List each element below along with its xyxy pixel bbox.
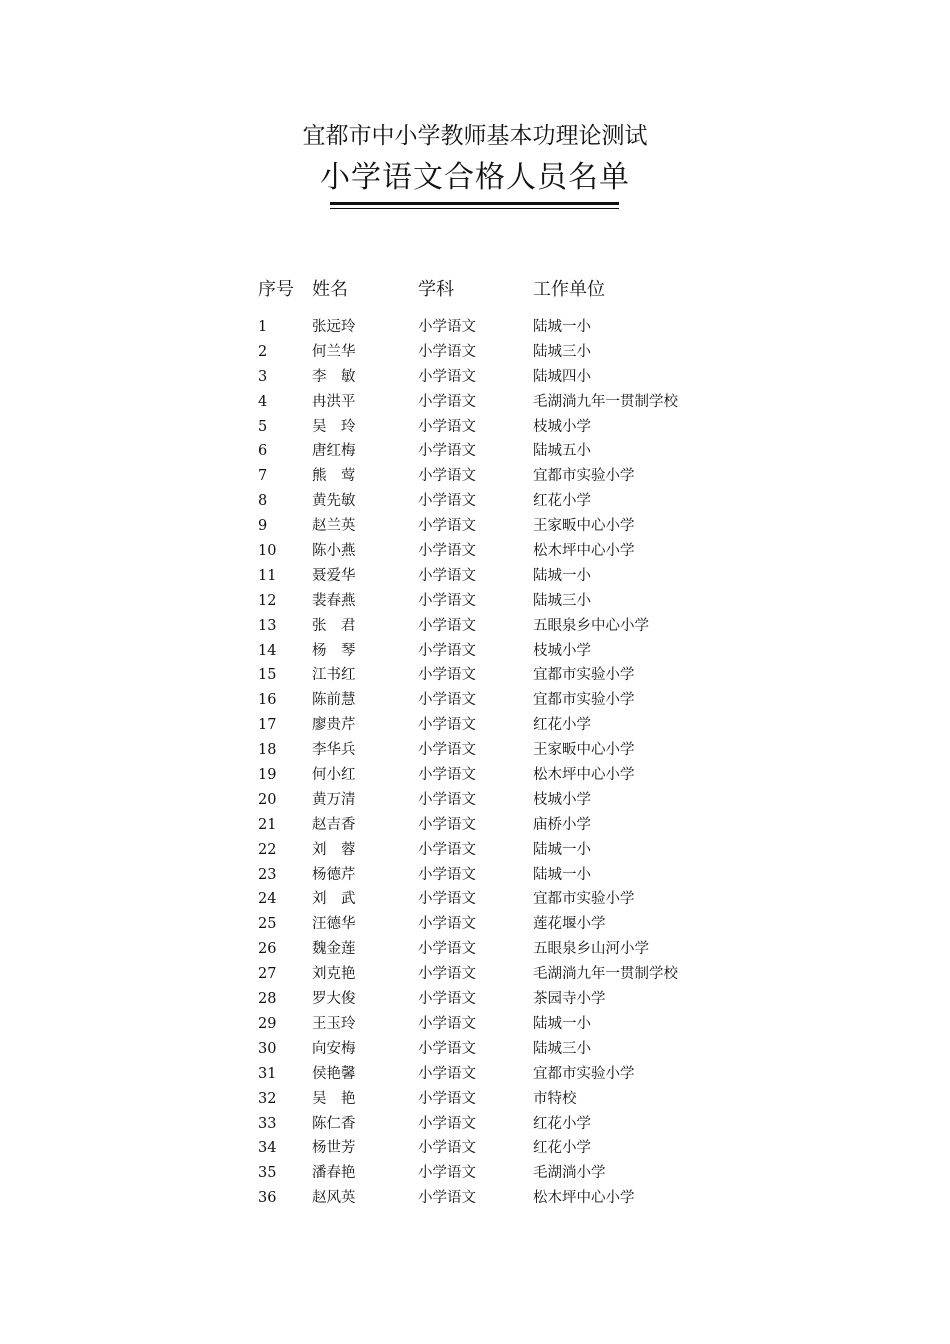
row-name: 李 敏 [312, 368, 356, 385]
row-unit: 庙桥小学 [533, 816, 591, 833]
row-subject: 小学语文 [418, 941, 476, 958]
row-unit: 五眼泉乡中心小学 [533, 617, 649, 634]
row-unit: 陆城四小 [533, 368, 591, 385]
row-subject: 小学语文 [418, 816, 476, 833]
table-row [0, 539, 950, 564]
row-unit: 宜都市实验小学 [533, 891, 635, 908]
row-unit: 陆城一小 [533, 319, 591, 335]
table-row [0, 1136, 950, 1161]
row-subject: 小学语文 [418, 866, 476, 883]
row-unit: 茶园寺小学 [533, 991, 606, 1008]
row-subject: 小学语文 [418, 1090, 476, 1107]
row-name: 潘春艳 [312, 1165, 356, 1182]
table-row [0, 1112, 950, 1137]
table-row [0, 315, 950, 340]
row-subject: 小学语文 [418, 518, 476, 535]
row-subject: 小学语文 [418, 966, 476, 983]
row-subject: 小学语文 [418, 717, 476, 734]
row-name: 刘克艳 [312, 966, 356, 983]
row-name: 陈仁香 [312, 1115, 356, 1132]
table-row [0, 663, 950, 688]
row-name: 李华兵 [312, 742, 356, 759]
row-name: 黄万清 [312, 791, 356, 808]
row-subject: 小学语文 [418, 1040, 476, 1057]
table-row [0, 688, 950, 713]
title-underline-thin [330, 208, 619, 209]
header-subject: 学科 [418, 279, 454, 300]
row-name: 杨世芳 [312, 1140, 356, 1157]
row-unit: 陆城一小 [533, 866, 591, 883]
row-name: 冉洪平 [312, 393, 356, 410]
table-row [0, 962, 950, 987]
row-name: 唐红梅 [312, 443, 356, 460]
row-seq: 13 [258, 617, 277, 634]
row-seq: 1 [258, 319, 268, 335]
table-row [0, 614, 950, 639]
row-name: 陈小燕 [312, 543, 356, 560]
row-seq: 24 [258, 891, 277, 908]
row-seq: 30 [258, 1040, 277, 1057]
table-row [0, 987, 950, 1012]
row-subject: 小学语文 [418, 1165, 476, 1182]
row-name: 杨德芹 [312, 866, 356, 883]
row-seq: 5 [258, 418, 268, 435]
row-seq: 17 [258, 717, 277, 734]
row-seq: 20 [258, 791, 277, 808]
row-seq: 11 [258, 567, 277, 584]
row-seq: 6 [258, 443, 268, 460]
row-seq: 32 [258, 1090, 277, 1107]
row-unit: 五眼泉乡山河小学 [533, 941, 649, 958]
row-seq: 4 [258, 393, 268, 410]
row-subject: 小学语文 [418, 692, 476, 709]
table-header [0, 276, 950, 304]
row-subject: 小学语文 [418, 567, 476, 584]
row-subject: 小学语文 [418, 443, 476, 460]
row-subject: 小学语文 [418, 742, 476, 759]
table-row [0, 788, 950, 813]
row-seq: 23 [258, 866, 277, 883]
row-subject: 小学语文 [418, 368, 476, 385]
row-seq: 2 [258, 343, 268, 360]
row-name: 张远玲 [312, 319, 356, 335]
row-seq: 35 [258, 1165, 277, 1182]
row-name: 张 君 [312, 617, 356, 634]
row-unit: 陆城一小 [533, 841, 591, 858]
row-unit: 枝城小学 [533, 642, 591, 659]
row-seq: 16 [258, 692, 277, 709]
table-row [0, 763, 950, 788]
row-seq: 27 [258, 966, 277, 983]
row-unit: 王家畈中心小学 [533, 742, 635, 759]
table-row [0, 365, 950, 390]
table-row [0, 1062, 950, 1087]
row-name: 向安梅 [312, 1040, 356, 1057]
row-unit: 陆城三小 [533, 592, 591, 609]
row-name: 熊 莺 [312, 468, 356, 485]
table-row [0, 838, 950, 863]
row-subject: 小学语文 [418, 493, 476, 510]
row-subject: 小学语文 [418, 991, 476, 1008]
row-seq: 19 [258, 767, 277, 784]
row-name: 刘 蓉 [312, 841, 356, 858]
row-name: 何兰华 [312, 343, 356, 360]
row-seq: 18 [258, 742, 277, 759]
row-subject: 小学语文 [418, 767, 476, 784]
row-name: 江书红 [312, 667, 356, 684]
row-name: 侯艳馨 [312, 1065, 356, 1082]
table-row [0, 514, 950, 539]
table-row [0, 912, 950, 937]
table-row [0, 564, 950, 589]
row-unit: 陆城三小 [533, 1040, 591, 1057]
row-unit: 红花小学 [533, 1115, 591, 1132]
row-seq: 10 [258, 543, 277, 560]
row-seq: 34 [258, 1140, 277, 1157]
row-unit: 红花小学 [533, 717, 591, 734]
row-seq: 3 [258, 368, 268, 385]
table-row [0, 1161, 950, 1186]
row-seq: 33 [258, 1115, 277, 1132]
row-unit: 宜都市实验小学 [533, 692, 635, 709]
row-seq: 31 [258, 1065, 277, 1082]
table-row [0, 390, 950, 415]
row-name: 王玉玲 [312, 1015, 356, 1032]
table-row [0, 813, 950, 838]
table-row [0, 340, 950, 365]
row-subject: 小学语文 [418, 543, 476, 560]
row-subject: 小学语文 [418, 667, 476, 684]
row-subject: 小学语文 [418, 418, 476, 435]
row-seq: 15 [258, 667, 277, 684]
row-seq: 22 [258, 841, 277, 858]
header-unit: 工作单位 [533, 279, 605, 300]
row-unit: 王家畈中心小学 [533, 518, 635, 535]
table-row [0, 713, 950, 738]
row-unit: 枝城小学 [533, 418, 591, 435]
row-name: 赵兰英 [312, 518, 356, 535]
table-row [0, 1087, 950, 1112]
row-seq: 8 [258, 493, 268, 510]
row-name: 廖贵芹 [312, 717, 356, 734]
row-subject: 小学语文 [418, 891, 476, 908]
table-row [0, 1037, 950, 1062]
row-name: 聂爱华 [312, 567, 356, 584]
table-row [0, 589, 950, 614]
row-subject: 小学语文 [418, 916, 476, 933]
table-row [0, 887, 950, 912]
row-name: 吴 玲 [312, 418, 356, 435]
table-row [0, 415, 950, 440]
row-unit: 松木坪中心小学 [533, 543, 635, 560]
row-seq: 7 [258, 468, 268, 485]
row-name: 赵吉香 [312, 816, 356, 833]
row-name: 裴春燕 [312, 592, 356, 609]
row-unit: 陆城三小 [533, 343, 591, 360]
row-name: 刘 武 [312, 891, 356, 908]
row-subject: 小学语文 [418, 1065, 476, 1082]
row-unit: 红花小学 [533, 493, 591, 510]
header-name: 姓名 [312, 279, 348, 300]
row-name: 黄先敏 [312, 493, 356, 510]
table-row [0, 439, 950, 464]
row-subject: 小学语文 [418, 841, 476, 858]
row-name: 罗大俊 [312, 991, 356, 1008]
table-row [0, 937, 950, 962]
row-name: 杨 琴 [312, 642, 356, 659]
row-seq: 36 [258, 1190, 277, 1207]
row-unit: 陆城一小 [533, 567, 591, 584]
table-row [0, 639, 950, 664]
row-subject: 小学语文 [418, 791, 476, 808]
row-name: 汪德华 [312, 916, 356, 933]
row-unit: 陆城一小 [533, 1015, 591, 1032]
row-unit: 松木坪中心小学 [533, 767, 635, 784]
row-unit: 陆城五小 [533, 443, 591, 460]
row-unit: 毛湖淌九年一贯制学校 [533, 966, 678, 983]
table-row [0, 1186, 950, 1211]
row-unit: 松木坪中心小学 [533, 1190, 635, 1207]
row-unit: 莲花堰小学 [533, 916, 606, 933]
header-seq: 序号 [258, 279, 294, 300]
row-subject: 小学语文 [418, 1015, 476, 1032]
row-seq: 12 [258, 592, 277, 609]
row-name: 陈前慧 [312, 692, 356, 709]
table-body [0, 315, 950, 1211]
row-seq: 21 [258, 816, 277, 833]
table-row [0, 489, 950, 514]
table-row [0, 738, 950, 763]
row-unit: 毛湖淌小学 [533, 1165, 606, 1182]
row-unit: 宜都市实验小学 [533, 1065, 635, 1082]
document-title: 小学语文合格人员名单 [320, 160, 630, 195]
row-subject: 小学语文 [418, 592, 476, 609]
table-row [0, 1012, 950, 1037]
row-seq: 29 [258, 1015, 277, 1032]
row-subject: 小学语文 [418, 1190, 476, 1207]
row-unit: 枝城小学 [533, 791, 591, 808]
row-subject: 小学语文 [418, 343, 476, 360]
row-seq: 26 [258, 941, 277, 958]
row-seq: 28 [258, 991, 277, 1008]
row-name: 赵风英 [312, 1190, 356, 1207]
row-subject: 小学语文 [418, 468, 476, 485]
row-name: 魏金莲 [312, 941, 356, 958]
row-subject: 小学语文 [418, 617, 476, 634]
row-subject: 小学语文 [418, 319, 476, 335]
document-subtitle: 宜都市中小学教师基本功理论测试 [302, 123, 648, 149]
row-subject: 小学语文 [418, 393, 476, 410]
row-seq: 25 [258, 916, 277, 933]
row-name: 何小红 [312, 767, 356, 784]
row-seq: 14 [258, 642, 277, 659]
row-subject: 小学语文 [418, 642, 476, 659]
row-unit: 毛湖淌九年一贯制学校 [533, 393, 678, 410]
row-unit: 市特校 [533, 1090, 577, 1107]
row-unit: 红花小学 [533, 1140, 591, 1157]
row-unit: 宜都市实验小学 [533, 468, 635, 485]
row-name: 吴 艳 [312, 1090, 356, 1107]
row-subject: 小学语文 [418, 1140, 476, 1157]
row-seq: 9 [258, 518, 268, 535]
table-row [0, 464, 950, 489]
row-unit: 宜都市实验小学 [533, 667, 635, 684]
row-subject: 小学语文 [418, 1115, 476, 1132]
table-row [0, 863, 950, 888]
